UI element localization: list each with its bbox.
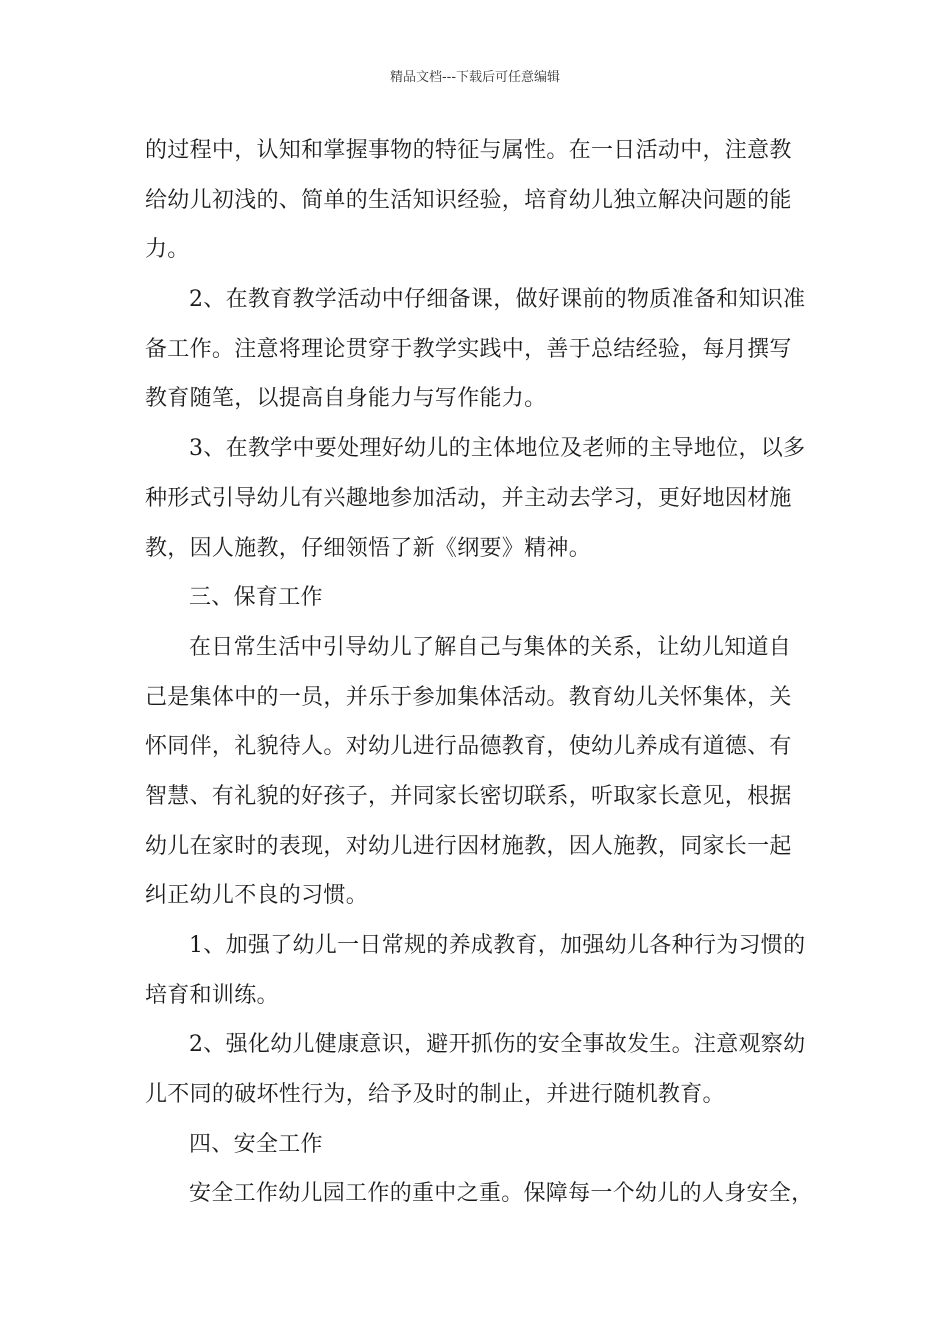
text-line: 儿不同的破坏性行为，给予及时的制止，并进行随机教育。 <box>145 1082 725 1108</box>
text-line: 培育和训练。 <box>145 982 279 1008</box>
text-line: 己是集体中的一员，并乐于参加集体活动。教育幼儿关怀集体，关 <box>145 684 792 710</box>
text-line: 在日常生活中引导幼儿了解自己与集体的关系，让幼儿知道自 <box>189 634 792 660</box>
text-line: 1、加强了幼儿一日常规的养成教育，加强幼儿各种行为习惯的 <box>189 933 806 958</box>
section-heading: 三、保育工作 <box>189 585 323 611</box>
text-line: 教育随笔，以提高自身能力与写作能力。 <box>145 386 547 412</box>
text-line: 智慧、有礼貌的好孩子，并同家长密切联系，听取家长意见，根据 <box>145 783 792 809</box>
text-line: 教，因人施教，仔细领悟了新《纲要》精神。 <box>145 535 592 561</box>
text-line: 幼儿在家时的表现，对幼儿进行因材施教，因人施教，同家长一起 <box>145 833 792 859</box>
text-line: 给幼儿初浅的、简单的生活知识经验，培育幼儿独立解决问题的能 <box>145 187 792 213</box>
text-line: 力。 <box>145 237 190 263</box>
section-heading: 四、安全工作 <box>189 1131 323 1157</box>
text-line: 纠正幼儿不良的习惯。 <box>145 883 369 909</box>
text-line: 3、在教学中要处理好幼儿的主体地位及老师的主导地位，以多 <box>189 436 806 462</box>
text-line: 怀同伴，礼貌待人。对幼儿进行品德教育，使幼儿养成有道德、有 <box>145 734 792 760</box>
text-line: 安全工作幼儿园工作的重中之重。保障每一个幼儿的人身安全， <box>189 1181 814 1207</box>
document-body <box>145 126 825 1219</box>
text-line: 2、在教育教学活动中仔细备课，做好课前的物质准备和知识准 <box>189 287 806 313</box>
text-line: 备工作。注意将理论贯穿于教学实践中，善于总结经验，每月撰写 <box>145 336 792 362</box>
text-line: 的过程中，认知和掌握事物的特征与属性。在一日活动中，注意教 <box>145 138 792 163</box>
text-line: 种形式引导幼儿有兴趣地参加活动，并主动去学习，更好地因材施 <box>145 485 792 511</box>
text-line: 2、强化幼儿健康意识，避开抓伤的安全事故发生。注意观察幼 <box>189 1032 806 1058</box>
page-header: 精品文档---下载后可任意编辑 <box>389 70 561 85</box>
